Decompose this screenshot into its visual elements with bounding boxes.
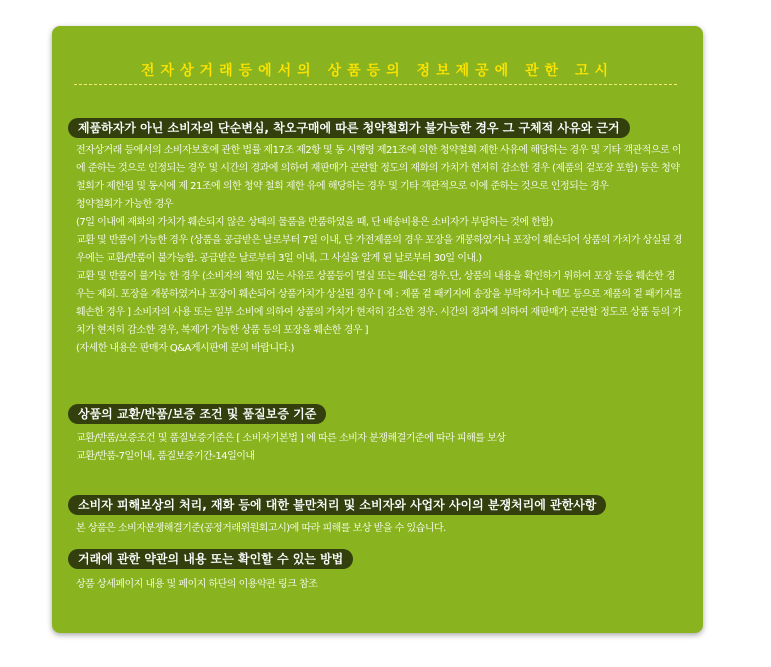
section-heading-exchange-warranty: 상품의 교환/반품/보증 조건 및 품질보증 기준 bbox=[68, 404, 326, 424]
paragraph: 교환/반품-7일이내, 품질보증기간-14일이내 bbox=[76, 451, 255, 462]
section-heading-damage-compensation: 소비자 피해보상의 처리, 재화 등에 대한 불만처리 및 소비자와 사업자 사이의 분쟁처리에 관한사항 bbox=[68, 495, 606, 515]
section-body-terms bbox=[76, 576, 682, 594]
paragraph: 본 상품은 소비자분쟁해결기준(공정거래위원회고시)에 따라 피해를 보상 받을 수 있습니다. bbox=[76, 523, 446, 534]
paragraph: 청약철회가 가능한 경우 bbox=[76, 199, 173, 210]
notice-panel bbox=[52, 26, 703, 633]
paragraph: 교환 및 반품이 불가능 한 경우 (소비자의 책임 있는 사유로 상품등이 멸실 또는 훼손된 경우.단, 상품의 내용을 확인하기 위하여 포장 등을 훼손한 경우는 제외. 포장을 개봉하였거나 포장이 훼손되어 상품가치가 상실된 경우 [ 예 : 제품 겉 패키지에 송장을 부탁하거나 메모 등으로 제품의 겉 패키지를 훼손한 경우 ] 소비자의 사용 또는 일부 소비에 의하여 상품의 가치가 현저히 감소한 경우. 시간의 경과에 의하여 재판매가 곤란할 정도로 상품 등의 가치가 현저히 감소한 경우, 복제가 가능한 상품 등의 포장을 훼손한 경우 ] bbox=[76, 271, 682, 336]
paragraph: (7일 이내에 재화의 가치가 훼손되지 않은 상태의 물품을 반품하였을 때, 단 배송비용은 소비자가 부담하는 것에 한함) bbox=[76, 217, 553, 228]
paragraph: 상품 상세페이지 내용 및 페이지 하단의 이용약관 링크 참조 bbox=[76, 579, 318, 590]
title-divider bbox=[74, 84, 677, 85]
section-body-exchange-warranty bbox=[76, 430, 682, 466]
section-heading-withdrawal-restrictions: 제품하자가 아닌 소비자의 단순변심, 착오구매에 따른 청약철회가 불가능한 경우 그 구체적 사유와 근거 bbox=[68, 118, 630, 138]
paragraph: 교환/반품/보증조건 및 품질보증기준은 [ 소비자기본법 ] 에 따른 소비자 분쟁해결기준에 따라 피해를 보상 bbox=[76, 433, 506, 444]
section-heading-terms: 거래에 관한 약관의 내용 또는 확인할 수 있는 방법 bbox=[68, 549, 353, 569]
page-title: 전자상거래등에서의 상품등의 정보제공에 관한 고시 bbox=[140, 63, 615, 79]
paragraph: 전자상거래 등에서의 소비자보호에 관한 법률 제17조 제2항 및 동 시행령 제21조에 의한 청약철회 제한 사유에 해당하는 경우 및 기타 객관적으로 이에 준하는 것으로 인정되는 경우 및 시간의 경과에 의하여 재판매가 곤란할 정도의 재화의 가치가 현저히 감소한 경우 (제품의 겉포장 포함) 등은 청약철회가 제한됨 및 동시에 제 21조에 의한 청약 철회 제한 유에 해당하는 경우 및 기타 객관적으로 이에 준하는 것으로 인정되는 경우 bbox=[76, 145, 682, 192]
paragraph: (자세한 내용은 판매자 Q&A게시판에 문의 바랍니다.) bbox=[76, 343, 294, 354]
section-body-damage-compensation bbox=[76, 520, 682, 538]
section-body-withdrawal-restrictions bbox=[76, 142, 682, 358]
paragraph: 교환 및 반품이 가능한 경우 (상품을 공급받은 날로부터 7일 이내, 단 가전제품의 경우 포장을 개봉하였거나 포장이 훼손되어 상품의 가치가 상실된 경우에는 교환/반품이 불가능함. 공급받은 날로부터 3일 이내, 그 사실을 알게 된 날로부터 30일 이내.) bbox=[76, 235, 682, 264]
